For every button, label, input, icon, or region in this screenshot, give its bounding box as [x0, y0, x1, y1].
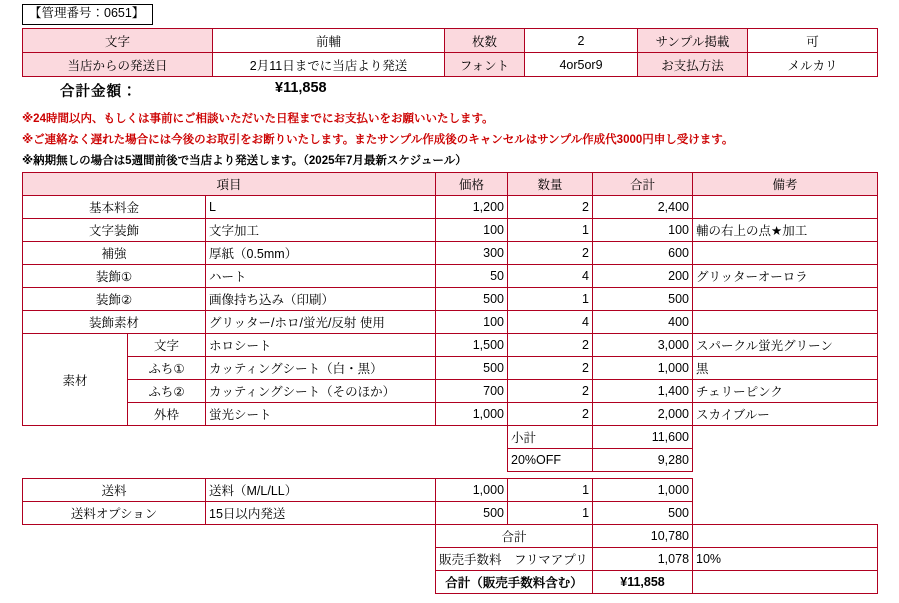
top-value-sample: 可 — [748, 29, 878, 53]
top-info-table — [22, 28, 878, 77]
row-label: 装飾② — [23, 288, 206, 311]
row-note: チェリーピンク — [693, 380, 878, 403]
ship-total: 500 — [593, 502, 693, 525]
top-label-maisu: 枚数 — [445, 29, 525, 53]
row-note: スカイブルー — [693, 403, 878, 426]
grand-total-label: 合計 — [436, 525, 593, 548]
fee-note: 10% — [693, 548, 878, 571]
row-total: 500 — [593, 288, 693, 311]
ship-label: 送料 — [23, 479, 206, 502]
management-number: 【管理番号：0651】 — [22, 4, 153, 25]
row-total: 400 — [593, 311, 693, 334]
fee-value: 1,078 — [593, 548, 693, 571]
row-price: 700 — [436, 380, 508, 403]
top-value-payment: メルカリ — [748, 53, 878, 77]
row-name: 蛍光シート — [206, 403, 436, 426]
items-table — [22, 172, 878, 472]
row-name: 文字加工 — [206, 219, 436, 242]
subtotal-row — [23, 426, 878, 449]
table-row — [23, 479, 878, 502]
header-item: 項目 — [23, 173, 436, 196]
final-total-label: 合計（販売手数料含む） — [436, 571, 593, 594]
row-price: 300 — [436, 242, 508, 265]
table-row — [23, 311, 878, 334]
row-qty: 2 — [508, 196, 593, 219]
header-qty: 数量 — [508, 173, 593, 196]
row-qty: 1 — [508, 219, 593, 242]
row-total: 3,000 — [593, 334, 693, 357]
ship-price: 1,000 — [436, 479, 508, 502]
table-row — [23, 265, 878, 288]
row-note: 輔の右上の点★加工 — [693, 219, 878, 242]
row-price: 100 — [436, 219, 508, 242]
row-price: 1,200 — [436, 196, 508, 219]
row-name: カッティングシート（そのほか） — [206, 380, 436, 403]
row-qty: 1 — [508, 288, 593, 311]
row-note — [693, 242, 878, 265]
final-total-note — [693, 571, 878, 594]
row-qty: 4 — [508, 265, 593, 288]
ship-total: 1,000 — [593, 479, 693, 502]
table-row — [23, 334, 878, 357]
table-row — [23, 502, 878, 525]
row-note: 黒 — [693, 357, 878, 380]
table-row — [23, 29, 878, 53]
table-row — [23, 357, 878, 380]
top-label-shipdate: 当店からの発送日 — [23, 53, 213, 77]
grand-total-row — [23, 525, 878, 548]
row-total: 100 — [593, 219, 693, 242]
shipping-table — [22, 478, 878, 594]
row-label: 装飾① — [23, 265, 206, 288]
row-qty: 2 — [508, 334, 593, 357]
row-total: 1,000 — [593, 357, 693, 380]
row-qty: 2 — [508, 242, 593, 265]
row-name: L — [206, 196, 436, 219]
table-row — [23, 380, 878, 403]
material-sub-label: ふち② — [128, 380, 206, 403]
total-amount-label: 合計金額： — [60, 84, 138, 100]
row-total: 2,000 — [593, 403, 693, 426]
row-total: 2,400 — [593, 196, 693, 219]
row-price: 1,500 — [436, 334, 508, 357]
row-name: カッティングシート（白・黒） — [206, 357, 436, 380]
fee-label: 販売手数料 フリマアプリ — [436, 548, 593, 571]
final-total-row — [23, 571, 878, 594]
ship-label: 送料オプション — [23, 502, 206, 525]
row-note: スパークル蛍光グリーン — [693, 334, 878, 357]
row-label: 文字装飾 — [23, 219, 206, 242]
row-note — [693, 288, 878, 311]
row-price: 500 — [436, 288, 508, 311]
material-sub-label: 文字 — [128, 334, 206, 357]
row-name: ホロシート — [206, 334, 436, 357]
ship-name: 15日以内発送 — [206, 502, 436, 525]
table-row — [23, 242, 878, 265]
top-value-font: 4or5or9 — [525, 53, 638, 77]
row-name: 画像持ち込み（印刷） — [206, 288, 436, 311]
top-value-moji: 前輔 — [213, 29, 445, 53]
row-price: 1,000 — [436, 403, 508, 426]
subtotal-value: 11,600 — [593, 426, 693, 449]
ship-price: 500 — [436, 502, 508, 525]
table-row — [23, 53, 878, 77]
material-label: 素材 — [23, 334, 128, 426]
note-line-1: ※24時間以内、もしくは事前にご相談いただいた日程までにお支払いをお願いいたします。 — [22, 113, 494, 125]
items-header-row — [23, 173, 878, 196]
top-value-maisu: 2 — [525, 29, 638, 53]
header-price: 価格 — [436, 173, 508, 196]
top-label-sample: サンプル掲載 — [638, 29, 748, 53]
row-note — [693, 196, 878, 219]
discount-value: 9,280 — [593, 449, 693, 472]
row-qty: 4 — [508, 311, 593, 334]
row-price: 100 — [436, 311, 508, 334]
final-total-value: ¥11,858 — [593, 571, 693, 594]
material-sub-label: 外枠 — [128, 403, 206, 426]
row-total: 1,400 — [593, 380, 693, 403]
header-total: 合計 — [593, 173, 693, 196]
row-label: 補強 — [23, 242, 206, 265]
row-label: 装飾素材 — [23, 311, 206, 334]
row-qty: 2 — [508, 403, 593, 426]
material-sub-label: ふち① — [128, 357, 206, 380]
top-value-shipdate: 2月11日までに当店より発送 — [213, 53, 445, 77]
discount-label: 20%OFF — [508, 449, 593, 472]
header-note: 備考 — [693, 173, 878, 196]
subtotal-label: 小計 — [508, 426, 593, 449]
top-label-font: フォント — [445, 53, 525, 77]
ship-qty: 1 — [508, 479, 593, 502]
row-qty: 2 — [508, 357, 593, 380]
top-label-payment: お支払方法 — [638, 53, 748, 77]
note-line-3: ※納期無しの場合は5週間前後で当店より発送します。（2025年7月最新スケジュール） — [22, 155, 467, 167]
table-row — [23, 219, 878, 242]
row-total: 600 — [593, 242, 693, 265]
row-note: グリッターオーロラ — [693, 265, 878, 288]
row-total: 200 — [593, 265, 693, 288]
table-row — [23, 196, 878, 219]
row-label: 基本料金 — [23, 196, 206, 219]
ship-qty: 1 — [508, 502, 593, 525]
note-line-2: ※ご連絡なく遅れた場合には今後のお取引をお断りいたします。またサンプル作成後のキャンセルはサンプル作成代3000円申し受けます。 — [22, 134, 734, 146]
discount-row — [23, 449, 878, 472]
grand-total-value: 10,780 — [593, 525, 693, 548]
ship-name: 送料（M/L/LL） — [206, 479, 436, 502]
row-name: ハート — [206, 265, 436, 288]
row-name: グリッター/ホロ/蛍光/反射 使用 — [206, 311, 436, 334]
row-qty: 2 — [508, 380, 593, 403]
fee-row — [23, 548, 878, 571]
top-label-moji: 文字 — [23, 29, 213, 53]
table-row — [23, 288, 878, 311]
total-amount-value: ¥11,858 — [275, 80, 327, 96]
row-price: 50 — [436, 265, 508, 288]
row-note — [693, 311, 878, 334]
table-row — [23, 403, 878, 426]
grand-total-note — [693, 525, 878, 548]
row-price: 500 — [436, 357, 508, 380]
row-name: 厚紙（0.5mm） — [206, 242, 436, 265]
